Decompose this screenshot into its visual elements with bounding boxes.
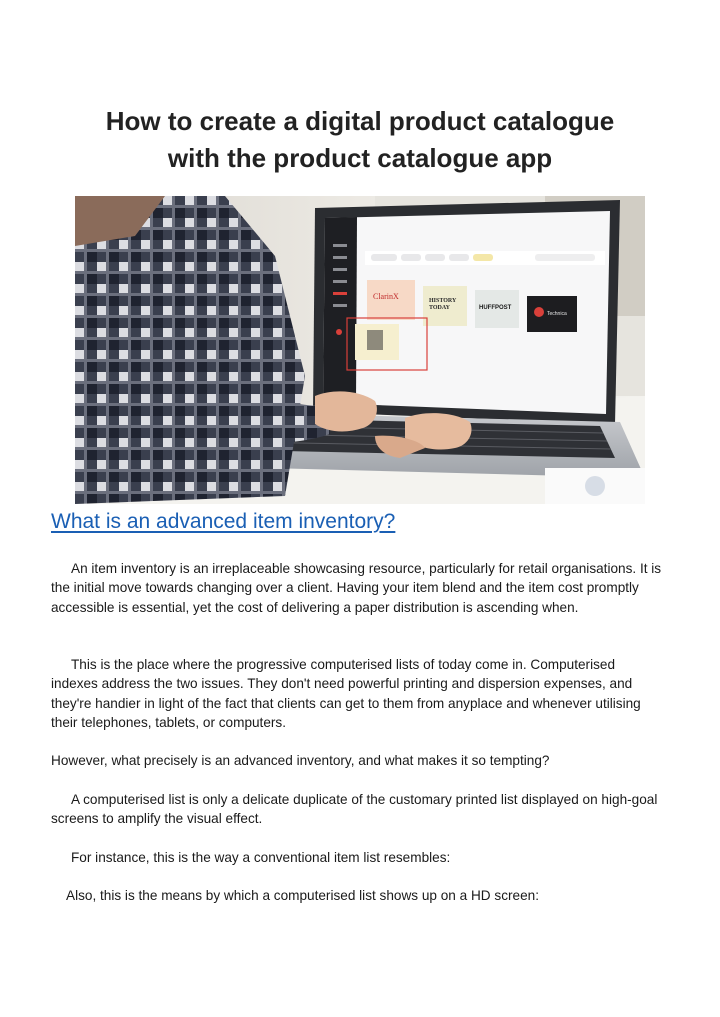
paragraph-3 <box>51 751 663 770</box>
svg-text:Technica: Technica <box>547 311 567 317</box>
page-title-line-1: How to create a digital product catalogue <box>105 106 615 137</box>
hero-brand-1: ClarinX <box>373 292 399 301</box>
section-heading-link[interactable]: What is an advanced item inventory? <box>51 510 396 533</box>
paragraph-3-text: However, what precisely is an advanced inventory, and what makes it so tempting? <box>51 753 550 768</box>
svg-text:HUFFPOST: HUFFPOST <box>479 305 512 311</box>
hero-photo-laptop <box>75 196 645 504</box>
paragraph-5 <box>51 848 663 867</box>
paragraph-5-text: For instance, this is the way a conventional item list resembles: <box>71 850 451 865</box>
page-title <box>40 103 680 177</box>
svg-text:TODAY: TODAY <box>429 305 451 311</box>
paragraph-1-text: An item inventory is an irreplaceable showcasing resource, particularly for retail organisations. It is the initial move towards changing over a client. Having your item blend and the item cost promptly accessible is essential, yet the cost of delivering a paper distribution is ascending when. <box>51 561 662 615</box>
paragraph-4-text: A computerised list is only a delicate duplicate of the customary printed list displayed on high-goal screens to amplify the visual effect. <box>51 792 658 827</box>
paragraph-6-text: Also, this is the means by which a computerised list shows up on a HD screen: <box>66 888 539 903</box>
paragraph-1 <box>51 559 663 617</box>
paragraph-4 <box>51 790 663 829</box>
paragraph-2-text: This is the place where the progressive computerised lists of today come in. Computerised indexes address the two issues. They don't need powerful printing and dispersion expenses, and they're handier in light of the fact that clients can get to them from anyplace and whenever utilising their telephones, tablets, or computers. <box>51 657 641 730</box>
svg-text:HISTORY: HISTORY <box>429 298 457 304</box>
paragraph-6 <box>66 886 678 905</box>
page-title-line-2: with the product catalogue app <box>167 143 553 174</box>
paragraph-2 <box>51 655 663 732</box>
